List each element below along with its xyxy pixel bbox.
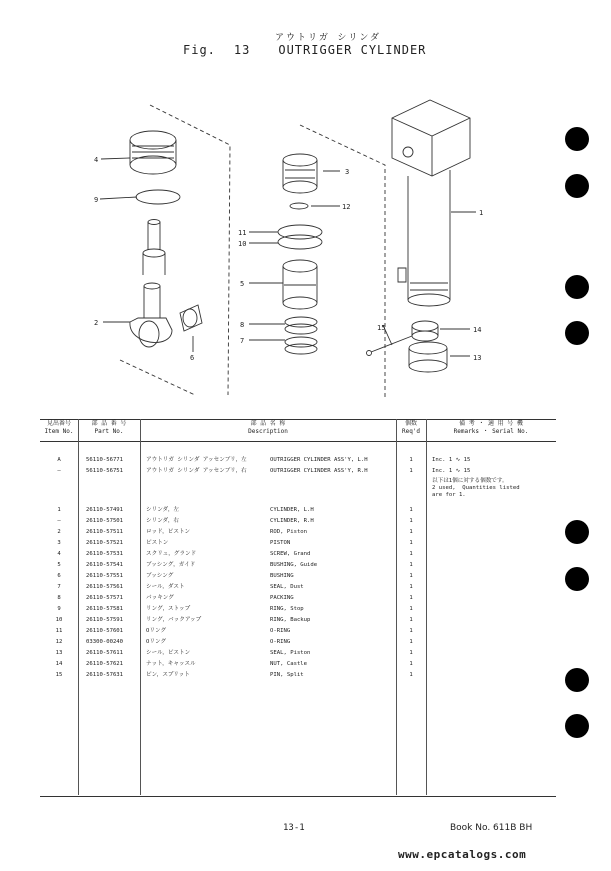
cell-req: 1 (409, 628, 413, 634)
watermark-url: www.epcatalogs.com (398, 848, 527, 861)
callout-label: 9 (94, 196, 99, 204)
cell-req: 1 (409, 672, 413, 678)
cell-desc: RING, Stop (270, 606, 304, 612)
cell-part: 26110-57551 (86, 573, 124, 579)
cell-part: 26110-57491 (86, 507, 124, 513)
cell-req: 1 (409, 457, 413, 463)
title-japanese: アウトリガ シリンダ (275, 33, 381, 43)
cell-part: 26110-57611 (86, 650, 124, 656)
header-part-no (78, 420, 140, 436)
page-number: 13-1 (283, 823, 305, 833)
callout-label: 6 (190, 354, 195, 362)
cell-item: – (57, 518, 61, 524)
cell-desc: SCREW, Grand (270, 551, 311, 557)
cell-item: 15 (55, 672, 63, 678)
header-desc-jp: 部 品 名 称 (250, 420, 286, 427)
cell-req: 1 (409, 584, 413, 590)
table-row (40, 560, 556, 570)
fig-number: 13 (233, 43, 251, 57)
table-row (40, 582, 556, 592)
header-item-jp: 見出番号 (46, 420, 71, 427)
cell-desc: CYLINDER, L.H (270, 507, 314, 513)
callout-label: 11 (238, 229, 247, 237)
cell-desc: O-RING (270, 639, 291, 645)
cell-item: 4 (57, 551, 61, 557)
header-reqd (396, 420, 426, 436)
table-row (40, 571, 556, 581)
cell-part: 56110-56771 (86, 457, 124, 463)
cell-req: 1 (409, 507, 413, 513)
header-part-en: Part No. (94, 428, 124, 435)
callout-label: 4 (94, 156, 99, 164)
binder-hole (565, 520, 589, 544)
cell-item: 3 (57, 540, 61, 546)
cell-desc: PIN, Split (270, 672, 304, 678)
cell-desc: SEAL, Piston (270, 650, 311, 656)
cell-req: 1 (409, 468, 413, 474)
table-row (40, 466, 556, 476)
cell-req: 1 (409, 562, 413, 568)
cell-part: 26110-57631 (86, 672, 124, 678)
table-row (40, 615, 556, 625)
cell-req: 1 (409, 573, 413, 579)
header-desc-en: Description (248, 428, 288, 435)
table-row (40, 626, 556, 636)
table-row (40, 648, 556, 658)
callout-label: 1 (479, 209, 484, 217)
cell-desc: RING, Backup (270, 617, 311, 623)
cell-jp: アウトリガ シリンダ アッセンブリ，右 (146, 468, 247, 474)
cell-desc: PISTON (270, 540, 291, 546)
cell-jp: Oリング (146, 639, 167, 645)
cell-jp: ロッド，ピストン (146, 529, 191, 535)
cell-jp: ブッシング，ガイド (146, 562, 196, 568)
table-row (40, 593, 556, 603)
cell-part: 26110-57511 (86, 529, 124, 535)
cell-req: 1 (409, 540, 413, 546)
callout-label: 5 (240, 280, 245, 288)
callout-label: 7 (240, 337, 245, 345)
header-item-no (40, 420, 78, 436)
cell-desc: CYLINDER, R.H (270, 518, 314, 524)
cell-part: 26110-57561 (86, 584, 124, 590)
cell-item: – (57, 468, 61, 474)
note-jp: 以下は1個に対する個数です。 (432, 478, 508, 484)
cell-part: 26110-57591 (86, 617, 124, 623)
cell-item: A (57, 457, 61, 463)
cell-part: 56110-56751 (86, 468, 124, 474)
header-req-jp: 個数 (404, 420, 417, 427)
note-en-1: 2 used, Quantities listed (432, 485, 520, 491)
cell-desc: SEAL, Dust (270, 584, 304, 590)
header-remarks-jp: 備 考 ・ 適 用 号 機 (459, 420, 523, 427)
cell-desc: OUTRIGGER CYLINDER ASS'Y, L.H (270, 457, 368, 463)
cell-item: 7 (57, 584, 61, 590)
header-remarks-en: Remarks ・ Serial No. (453, 428, 529, 435)
cell-item: 5 (57, 562, 61, 568)
cell-item: 1 (57, 507, 61, 513)
cell-item: 8 (57, 595, 61, 601)
cell-part: 26110-57541 (86, 562, 124, 568)
cell-item: 14 (55, 661, 63, 667)
callout-label: 2 (94, 319, 99, 327)
binder-hole (565, 714, 589, 738)
cell-remarks: Inc. 1 ∿ 15 (432, 468, 471, 474)
header-item-en: Item No. (44, 428, 74, 435)
cell-req: 1 (409, 639, 413, 645)
cell-item: 2 (57, 529, 61, 535)
cell-item: 6 (57, 573, 61, 579)
cell-req: 1 (409, 661, 413, 667)
cell-part: 26110-57621 (86, 661, 124, 667)
cell-jp: ブッシング (146, 573, 174, 579)
cell-item: 11 (55, 628, 63, 634)
cell-jp: リング，バックアップ (146, 617, 202, 623)
cell-jp: ピストン (146, 540, 169, 546)
cell-req: 1 (409, 551, 413, 557)
cell-jp: シール，ダスト (146, 584, 185, 590)
table-header-divider (40, 441, 556, 442)
cell-req: 1 (409, 606, 413, 612)
cell-part: 26110-57521 (86, 540, 124, 546)
cell-desc: O-RING (270, 628, 291, 634)
cell-item: 12 (55, 639, 63, 645)
header-remarks (426, 420, 556, 436)
callout-label: 12 (342, 203, 351, 211)
header-description (140, 420, 396, 436)
cell-desc: BUSHING, Guide (270, 562, 318, 568)
cell-jp: シリンダ，右 (146, 518, 180, 524)
cell-jp: リング，ストップ (146, 606, 191, 612)
cell-desc: BUSHING (270, 573, 294, 579)
binder-hole (565, 567, 589, 591)
header-req-en: Req'd (401, 428, 421, 435)
table-row (40, 527, 556, 537)
cell-jp: シール，ピストン (146, 650, 191, 656)
table-row (40, 659, 556, 669)
cell-req: 1 (409, 529, 413, 535)
book-number: Book No. 611B BH (450, 823, 533, 833)
cell-part: 26110-57601 (86, 628, 124, 634)
cell-desc: OUTRIGGER CYLINDER ASS'Y, R.H (270, 468, 368, 474)
table-row (40, 455, 556, 465)
callout-label: 14 (473, 326, 482, 334)
callout-label: 3 (345, 168, 350, 176)
callout-label: 15 (377, 324, 386, 332)
cell-desc: PACKING (270, 595, 294, 601)
cell-part: 26110-57501 (86, 518, 124, 524)
cell-req: 1 (409, 650, 413, 656)
cell-jp: シリンダ，左 (146, 507, 180, 513)
table-row (40, 637, 556, 647)
cell-jp: ナット，キャッスル (146, 661, 196, 667)
exploded-parts-diagram (0, 0, 611, 420)
table-row (40, 516, 556, 526)
cell-item: 10 (55, 617, 63, 623)
cell-desc: ROD, Piston (270, 529, 308, 535)
cell-item: 13 (55, 650, 63, 656)
header-part-jp: 部 品 番 号 (91, 420, 127, 427)
note-en-2: are for 1. (432, 492, 466, 498)
fig-label: Fig. (183, 43, 216, 57)
cell-part: 26110-57581 (86, 606, 124, 612)
cell-jp: Oリング (146, 628, 167, 634)
cell-part: 26110-57531 (86, 551, 124, 557)
cell-jp: アウトリガ シリンダ アッセンブリ，左 (146, 457, 247, 463)
callout-label: 8 (240, 321, 245, 329)
quantity-note (432, 478, 520, 499)
cell-desc: NUT, Castle (270, 661, 308, 667)
binder-hole (565, 668, 589, 692)
cell-jp: スクリュ，グランド (146, 551, 197, 557)
cell-part: 26110-57571 (86, 595, 124, 601)
callout-label: 13 (473, 354, 482, 362)
callout-label: 10 (238, 240, 247, 248)
table-row (40, 670, 556, 680)
cell-req: 1 (409, 617, 413, 623)
cell-part: 03300-00240 (86, 639, 124, 645)
cell-remarks: Inc. 1 ∿ 15 (432, 457, 471, 463)
cell-jp: ピン，スプリット (146, 672, 190, 678)
table-row (40, 549, 556, 559)
cell-req: 1 (409, 518, 413, 524)
title-english: OUTRIGGER CYLINDER (278, 43, 427, 57)
table-row (40, 604, 556, 614)
cell-jp: パッキング (146, 595, 174, 601)
cell-item: 9 (57, 606, 61, 612)
cell-req: 1 (409, 595, 413, 601)
table-row (40, 538, 556, 548)
table-row (40, 505, 556, 515)
